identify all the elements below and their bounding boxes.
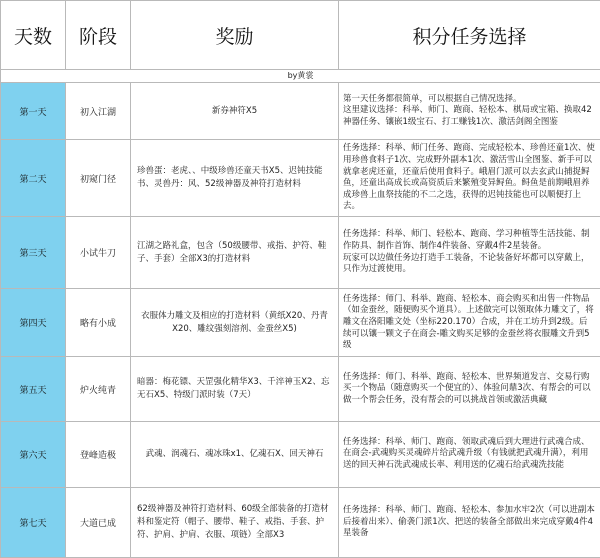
task-cell: 任务选择：科举、师门任务、跑商、完成轻松本、珍兽还童1次、使用珍兽食料子1次、完成野外副本1次、激活雪山全图鉴、新手可以就拿老虎还童，还童后使用食料子。峨眉门派可以去玄武山捕捉鲟鱼，还童出高成长或高资质后来繁殖变异鲟鱼。鲟鱼是前期峨眉养成珍兽上血祭技能的不二之选，获得的迟钝技能也可以顺便打上去。 — [339, 140, 600, 216]
task-cell: 任务选择：师门、科举、跑商、轻松本、商会购买和出售一件物品（如金蚕丝，随便购买个道具）。上述做完可以领取体力雕文了，将雕文在洛阳雕文处（坐标220.170）合成，并在工坊升到2级。后续可以镶一颗文子在商会-雕文购买足够的金蚕丝将衣服雕文升到5级 — [339, 289, 600, 357]
byline-row — [1, 70, 600, 82]
day-cell: 第一天 — [1, 82, 66, 140]
task-cell: 任务选择：科举、师门、跑商、领取武魂后到大理进行武魂合成、在商会-武魂购买灵魂碎片给武魂升级（有钱就把武魂升满），利用送的回天神石洗武魂成长率、利用送的亿魂石给武魂洗技能 — [339, 421, 600, 487]
table-row — [1, 82, 600, 140]
day-cell: 第六天 — [1, 421, 66, 487]
task-cell: 任务选择：师门、科举、跑商、轻松本、世界频道发言、交易行购买一个物品（随意购买一个便宜的）、体验问鼎3次、有帮会的可以做一个帮会任务，没有帮会的可以挑战首领或激活典藏 — [339, 357, 600, 421]
reward-cell: 珍兽蛋：老虎、、中级珍兽还童天书X5、迟钝技能书、灵兽丹：风、52级神器及神符打造材料 — [131, 140, 339, 216]
day-cell: 第五天 — [1, 357, 66, 421]
reward-cell: 暗器：梅花镖、天罡强化精华X3、千淬神玉X2、忘无石X5、特级门派时装（7天） — [131, 357, 339, 421]
header-stage: 阶段 — [66, 1, 131, 70]
reward-cell: 江湖之路礼盒，包含（50级腰带、戒指、护符、鞋子、手套）全部X3的打造材料 — [131, 216, 339, 288]
reward-cell: 衣服体力雕文及相应的打造材料（黄纸X20、丹青X20、雕纹强刻溶剂、金蚕丝X5) — [131, 289, 339, 357]
header-row — [1, 1, 600, 70]
day-cell: 第七天 — [1, 487, 66, 557]
table-row — [1, 216, 600, 288]
stage-cell: 初入江湖 — [66, 82, 131, 140]
reward-cell: 新券神符X5 — [131, 82, 339, 140]
stage-cell: 登峰造极 — [66, 421, 131, 487]
stage-cell: 大道已成 — [66, 487, 131, 557]
table-row — [1, 421, 600, 487]
task-cell: 任务选择：科举、师门、跑商、轻松本、参加水牢2次（可以进副本后接着出来）、偷袭门派1次、把送的装备全部做出来完成穿戴4件4星装备 — [339, 487, 600, 557]
task-cell: 任务选择：科举、师门、轻松本、跑商、学习种植等生活技能、制作防具、制作首饰、制作4件装备、穿戴4件2星装备。 玩家可以边做任务边打造手工装备，不论装备好坏都可以穿戴上，只作为过渡使用。 — [339, 216, 600, 288]
table-row — [1, 140, 600, 216]
task-cell: 第一天任务都很简单，可以根据自己情况选择。 这里建议选择：科举、师门、跑商、轻松本、棋局或宝箱、换取42神器任务、镶嵌1级宝石、打工赚钱1次、激活剑阁全图鉴 — [339, 82, 600, 140]
stage-cell: 初窥门径 — [66, 140, 131, 216]
reward-cell: 62级神器及神符打造材料、60级全部装备的打造材料和鉴定符（帽子、腰带、鞋子、戒指、手套、护符、护肩、护肩、衣服、项链）全部X3 — [131, 487, 339, 557]
stage-cell: 炉火纯青 — [66, 357, 131, 421]
reward-cell: 武魂、润魂石、魂冰珠x1、亿魂石X、回天神石 — [131, 421, 339, 487]
table-row — [1, 289, 600, 357]
day-cell: 第三天 — [1, 216, 66, 288]
day-cell: 第四天 — [1, 289, 66, 357]
stage-cell: 小试牛刀 — [66, 216, 131, 288]
day-cell: 第二天 — [1, 140, 66, 216]
header-day: 天数 — [1, 1, 66, 70]
header-reward: 奖励 — [131, 1, 339, 70]
stage-cell: 略有小成 — [66, 289, 131, 357]
table-row — [1, 487, 600, 557]
table-row — [1, 357, 600, 421]
header-task: 积分任务选择 — [339, 1, 600, 70]
byline: by黄裳 — [1, 70, 600, 82]
